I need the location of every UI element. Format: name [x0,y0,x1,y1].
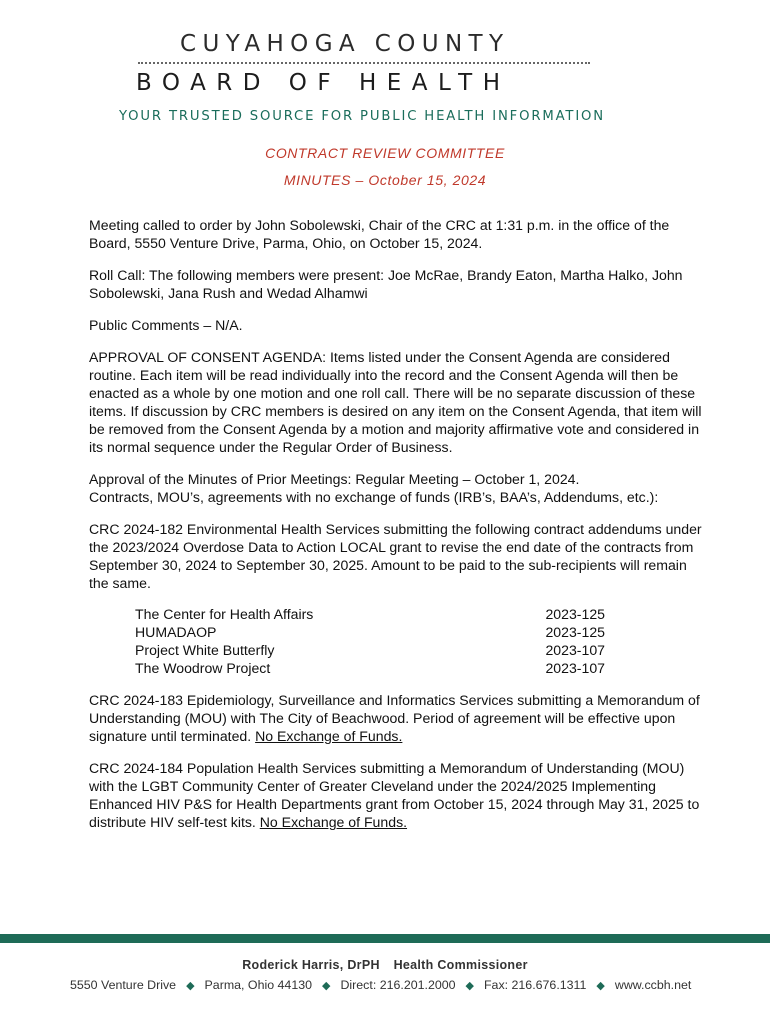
minutes-body [89,216,709,845]
board-name: BOARD OF HEALTH [136,70,511,96]
no-exchange-of-funds-note: No Exchange of Funds. [259,814,408,830]
footer-contact-line [70,978,710,992]
approval-paragraph [89,470,709,506]
vendor-code: 2023-107 [545,660,605,676]
list-item [135,623,605,641]
vendor-name: HUMADAOP [135,624,217,640]
county-name: CUYAHOGA COUNTY [180,31,510,57]
call-to-order-paragraph: Meeting called to order by John Sobolewski, Chair of the CRC at 1:31 p.m. in the office of the Board, 5550 Venture Drive, Parma, Ohio, on October 15, 2024. [89,217,670,251]
diamond-icon: ◆ [596,979,605,992]
footer-fax: Fax: 216.676.1311 [483,978,587,992]
public-comments-paragraph: Public Comments – N/A. [89,317,243,333]
commissioner-role: Health Commissioner [393,958,528,972]
contracts-no-funds-line: Contracts, MOU’s, agreements with no exchange of funds (IRB’s, BAA’s, Addendums, etc.): [89,489,659,505]
commissioner-name: Roderick Harris, DrPH [242,958,380,972]
footer-bar [0,934,770,943]
diamond-icon: ◆ [465,979,474,992]
document-subtitle: MINUTES – October 15, 2024 [283,172,487,188]
vendor-code: 2023-107 [545,642,605,658]
vendor-list [135,605,605,677]
footer-city: Parma, Ohio 44130 [204,978,312,992]
crc-184-text: CRC 2024-184 Population Health Services submitting a Memorandum of Understanding (MOU) with the LGBT Community Center of Greater Cleveland under the 2024/2025 Implementing Enhanced HIV P&S for Health Departments grant from October 15, 2024 through May 31, 2025 to distribute HIV self-test kits. [89,760,700,830]
vendor-name: The Center for Health Affairs [135,606,314,622]
list-item [135,605,605,623]
crc-182-paragraph: CRC 2024-182 Environmental Health Services submitting the following contract addendums under the 2023/2024 Overdose Data to Action LOCAL grant to revise the end date of the contracts from September 30, 2024 to September 30, 2025. Amount to be paid to the sub-recipients will remain the same. [89,521,702,591]
letterhead-dotted-divider [138,62,590,64]
footer-commissioner [0,958,770,972]
vendor-code: 2023-125 [545,624,605,640]
diamond-icon: ◆ [186,979,195,992]
footer-address: 5550 Venture Drive [70,978,177,992]
consent-agenda-paragraph: APPROVAL OF CONSENT AGENDA: Items listed under the Consent Agenda are considered routine. Each item will be read individually into the record and the Consent Agenda will then be enacted as a whole by one motion and one roll call. There will be no separate discussion of these items. If discussion by CRC members is desired on any item on the Consent Agenda, that item will be removed from the Consent Agenda by a motion and majority affirmative vote and considered in its normal sequence under the Regular Order of Business. [89,349,702,455]
vendor-name: The Woodrow Project [135,660,271,676]
crc-184-paragraph [89,759,709,831]
vendor-name: Project White Butterfly [135,642,275,658]
roll-call-paragraph: Roll Call: The following members were present: Joe McRae, Brandy Eaton, Martha Halko, John Sobolewski, Jana Rush and Wedad Alhamwi [89,267,683,301]
crc-183-paragraph [89,691,709,745]
list-item [135,659,605,677]
tagline: YOUR TRUSTED SOURCE FOR PUBLIC HEALTH INFORMATION [119,109,606,124]
vendor-code: 2023-125 [545,606,605,622]
diamond-icon: ◆ [322,979,331,992]
crc-183-text: CRC 2024-183 Epidemiology, Surveillance and Informatics Services submitting a Memorandum of Understanding (MOU) with The City of Beachwood. Period of agreement will be effective upon signature until terminated. [89,692,700,744]
no-exchange-of-funds-note: No Exchange of Funds. [255,728,403,744]
approval-minutes-line: Approval of the Minutes of Prior Meetings: Regular Meeting – October 1, 2024. [89,471,580,487]
document-title: CONTRACT REVIEW COMMITTEE [265,145,505,161]
footer-direct-phone: Direct: 216.201.2000 [340,978,456,992]
footer-website: www.ccbh.net [614,978,692,992]
list-item [135,641,605,659]
